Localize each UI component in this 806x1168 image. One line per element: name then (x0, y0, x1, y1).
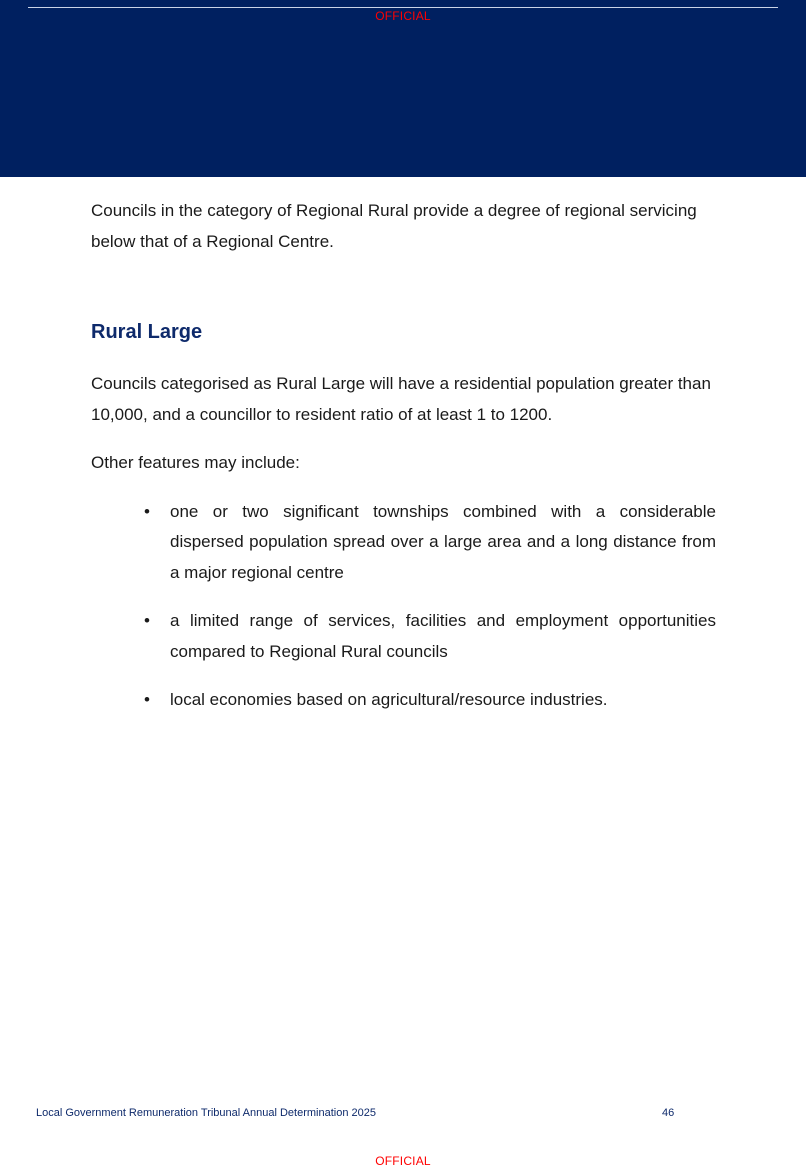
footer-document-title: Local Government Remuneration Tribunal Annual Determination 2025 (36, 1107, 376, 1119)
header-rule (28, 7, 778, 8)
list-item (91, 606, 716, 667)
features-list (91, 497, 716, 716)
bullet-icon: • (144, 501, 150, 521)
features-intro: Other features may include: (91, 453, 300, 472)
section-heading: Rural Large (91, 321, 203, 343)
classification-marking-top: OFFICIAL (375, 9, 431, 23)
intro-paragraph: Councils in the category of Regional Rural provide a degree of regional servicing below that of a Regional Centre. (91, 201, 697, 251)
list-item-text: one or two significant townships combined with a considerable dispersed population spread over a large area and a long distance from a major regional centre (170, 501, 716, 582)
list-item (91, 497, 716, 589)
list-item (91, 685, 716, 716)
page-content (91, 196, 716, 734)
classification-marking-bottom: OFFICIAL (375, 1154, 431, 1168)
bullet-icon: • (144, 690, 150, 709)
list-item-text: a limited range of services, facilities and employment opportunities compared to Regional Rural councils (170, 611, 716, 661)
section-paragraph: Councils categorised as Rural Large will have a residential population greater than 10,000, and a councillor to resident ratio of at least 1 to 1200. (91, 374, 711, 424)
list-item-text: local economies based on agricultural/resource industries. (170, 690, 608, 709)
header-band (0, 0, 806, 177)
footer-page-number: 46 (662, 1107, 675, 1119)
bullet-icon: • (144, 611, 150, 630)
